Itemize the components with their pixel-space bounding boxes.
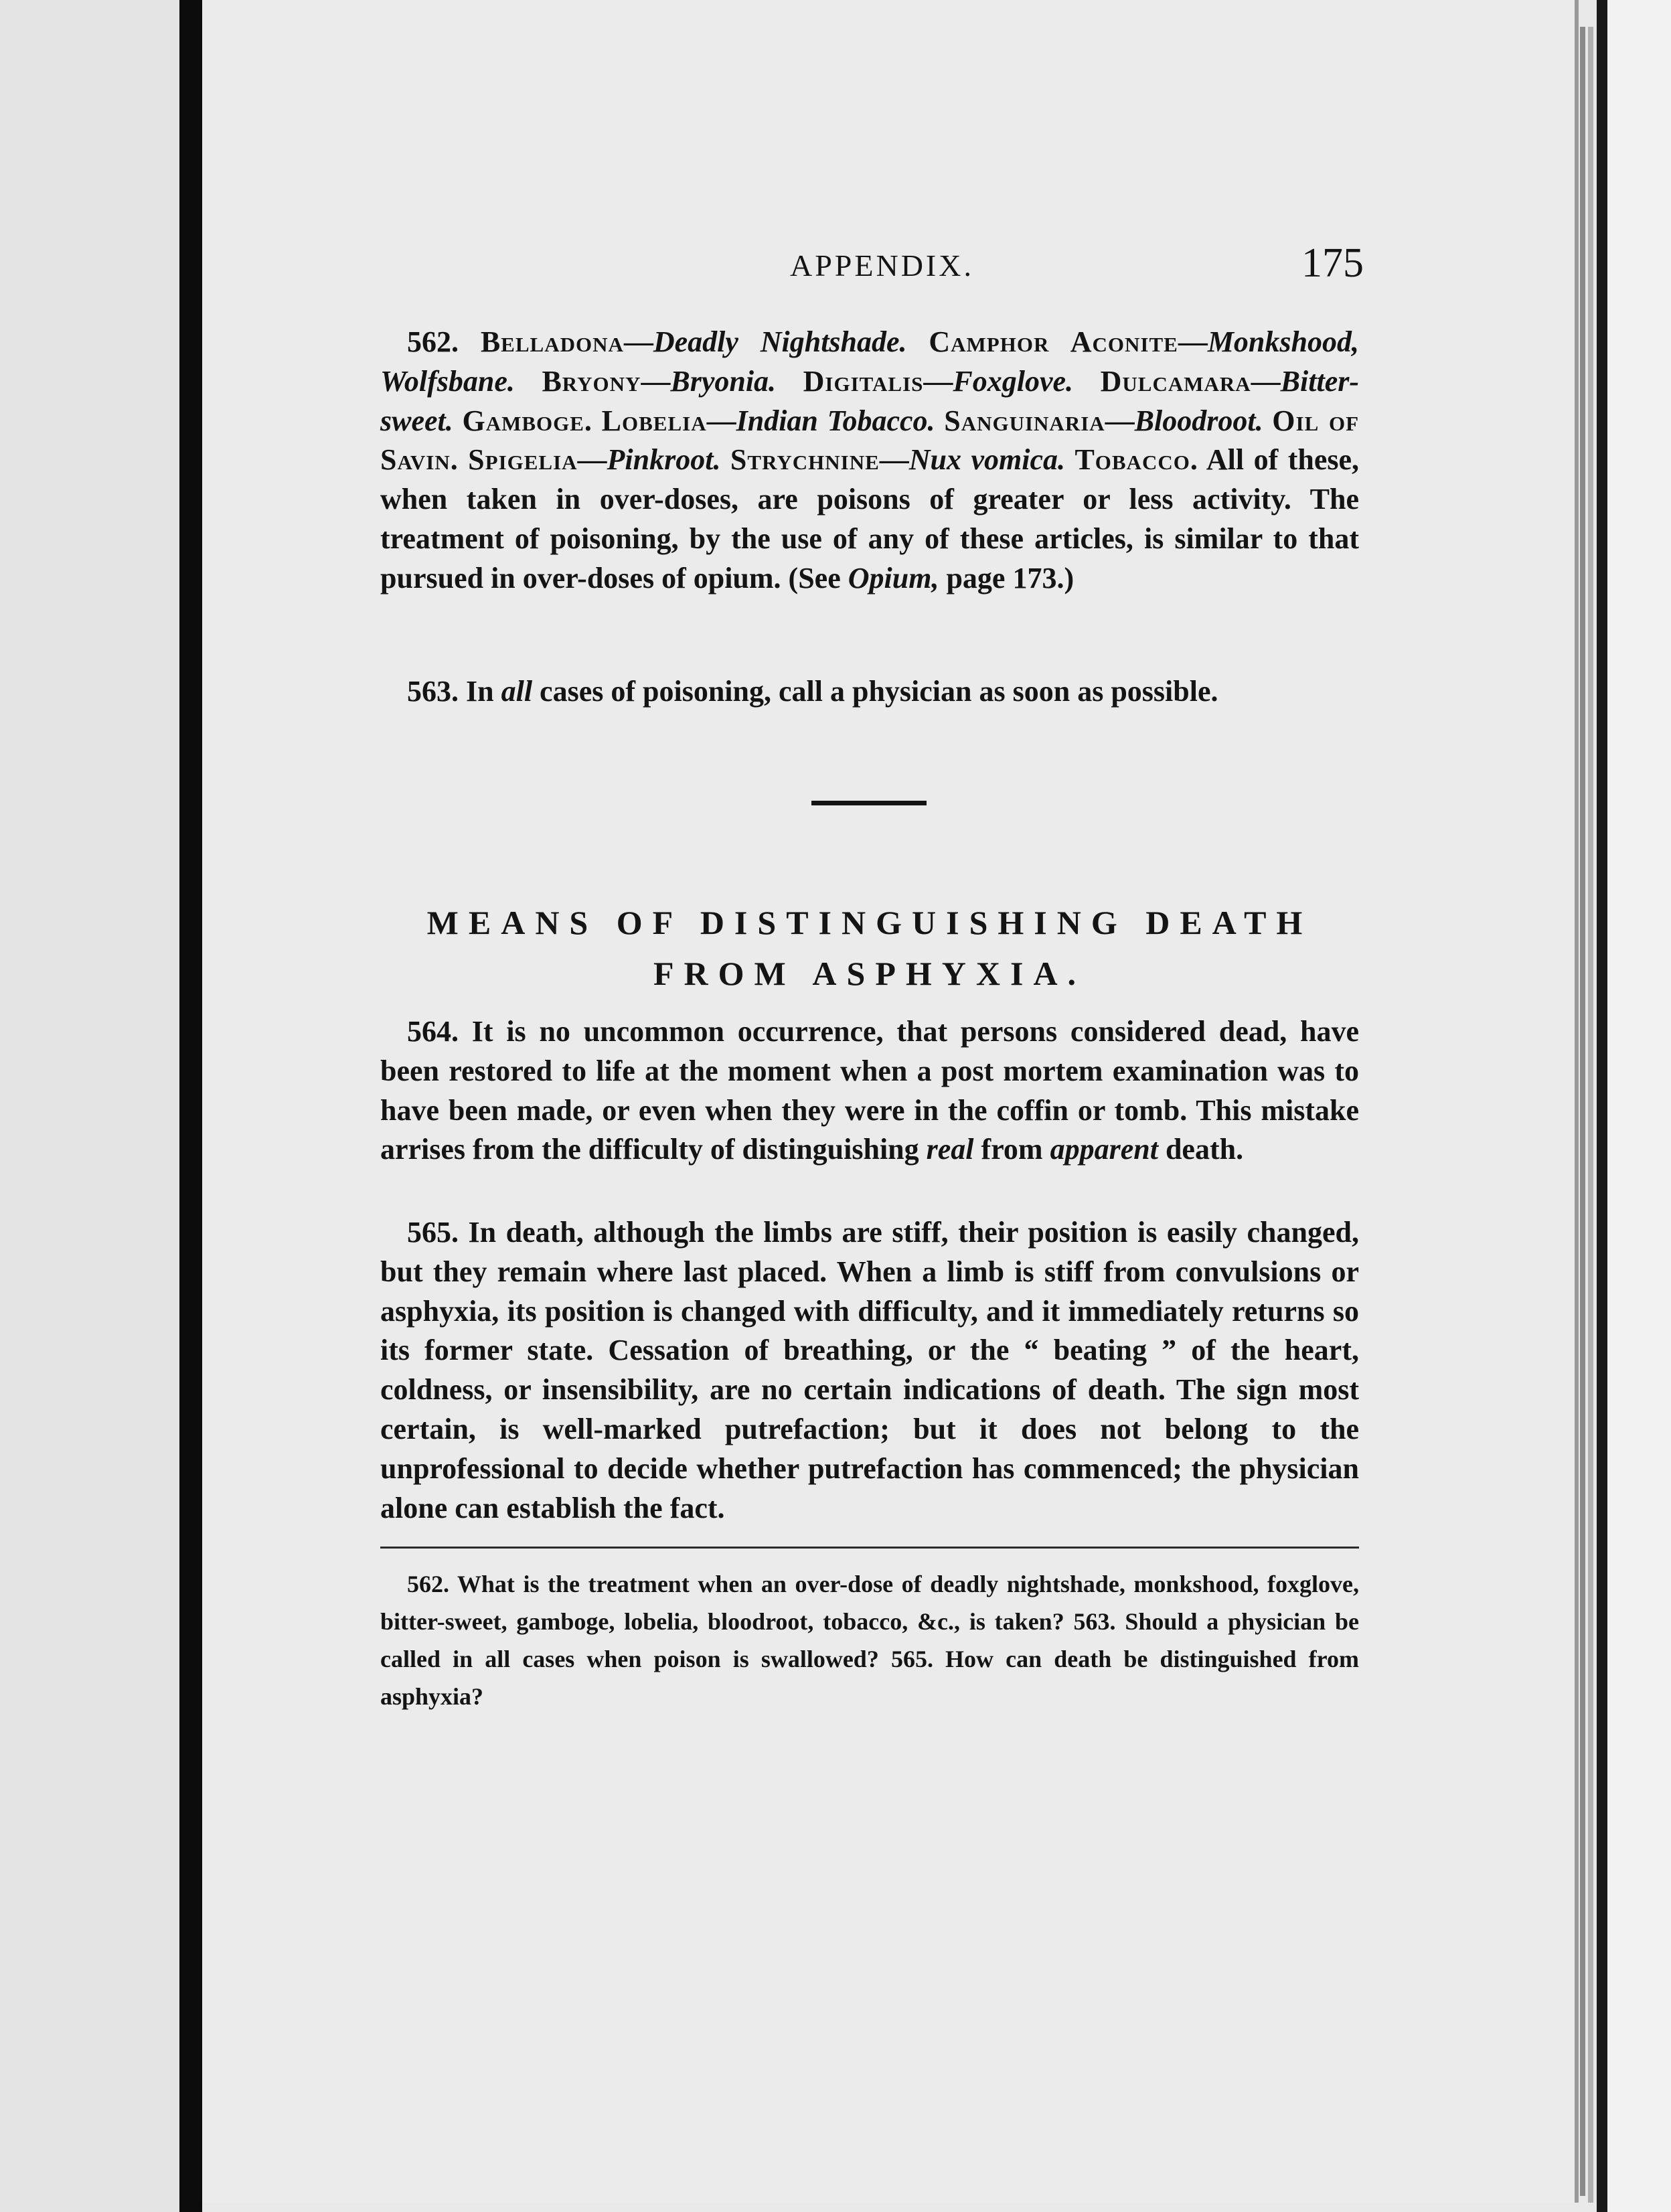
common-name: Foxglove. bbox=[953, 364, 1074, 398]
section-divider bbox=[811, 801, 927, 805]
poison-name: Gamboge. bbox=[462, 404, 592, 437]
paragraph-562: 562. Belladona—Deadly Nightshade. Camphor Aconite—Monkshood, Wolfsbane. Bryony—Bryonia. Digitalis—Foxglove. Dulcamara—Bitter-sweet. Gamboge. Lobelia—Indian Tobacco. Sanguinaria—Bloodroot. Oil of Savin. Spigelia—Pinkroot. Strychnine—Nux vomica. Tobacco. All of these, when taken in over-doses, are poisons of greater or less activity. The treatment of poisoning, by the use of any of these articles, is similar to that pursued in over-doses of opium. (See Opium, page 173.) bbox=[380, 325, 1360, 595]
poison-name: Camphor Aconite bbox=[929, 325, 1178, 358]
outer-margin bbox=[1607, 0, 1671, 2212]
review-questions bbox=[380, 1565, 1359, 1715]
common-name: Indian Tobacco. bbox=[736, 404, 935, 437]
facing-page-edge bbox=[0, 0, 179, 2212]
common-name: Bryonia. bbox=[670, 364, 777, 398]
question-text: How can death be distinguished from asphyxia? bbox=[380, 1646, 1359, 1710]
poison-name: Sanguinaria bbox=[944, 404, 1105, 437]
question-number: 562. bbox=[407, 1571, 449, 1597]
book-spine-edge bbox=[1597, 0, 1607, 2212]
question-number: 565. bbox=[890, 1646, 933, 1672]
question-number: 563. bbox=[1073, 1608, 1116, 1635]
poison-name: Strychnine bbox=[730, 443, 880, 477]
page-stack-edge bbox=[1588, 27, 1593, 2203]
common-name: Monkshood, Wolfsbane. bbox=[380, 325, 1359, 398]
section-title: MEANS OF DISTINGUISHING DEATH FROM ASPHYXIA. bbox=[426, 904, 1313, 992]
poison-name: Bryony bbox=[542, 364, 641, 398]
paragraph-text: In bbox=[466, 675, 494, 708]
common-name: Deadly Nightshade. bbox=[653, 325, 907, 358]
paragraph-564 bbox=[380, 1012, 1359, 1170]
paragraph-text: All of these, when taken in over-doses, are poisons of greater or less activity. The treatment of poisoning, by the use of any of these articles, is similar to that pursued in over-doses of opium. (See bbox=[380, 443, 1359, 595]
paragraph-number: 562. bbox=[407, 325, 459, 358]
paragraph-text: page 173.) bbox=[946, 561, 1075, 595]
common-name: Pinkroot. bbox=[607, 443, 721, 477]
running-head: APPENDIX. bbox=[790, 248, 974, 283]
paragraph-565 bbox=[380, 1213, 1359, 1528]
poison-name: Lobelia bbox=[601, 404, 707, 437]
page-number: 175 bbox=[1301, 240, 1364, 286]
gutter-shadow bbox=[179, 0, 202, 2212]
poison-name: Dulcamara bbox=[1100, 364, 1251, 398]
footnote-divider bbox=[380, 1547, 1359, 1549]
paragraph-number: 565. bbox=[407, 1216, 459, 1249]
paragraph-number: 564. bbox=[407, 1015, 459, 1048]
poison-name: Spigelia bbox=[468, 443, 578, 477]
common-name: Bitter-sweet. bbox=[380, 364, 1359, 437]
paragraph-563 bbox=[380, 672, 1359, 712]
poison-name: Digitalis bbox=[803, 364, 924, 398]
cross-reference: Opium, bbox=[848, 561, 939, 595]
poison-name: Tobacco. bbox=[1075, 443, 1198, 477]
question-text: What is the treatment when an over-dose of deadly nightshade, monkshood, foxglove, bitter-sweet, gamboge, lobelia, bloodroot, tobacco, &c., is taken? bbox=[380, 1571, 1359, 1635]
emphasis: real bbox=[926, 1133, 974, 1166]
emphasis: apparent bbox=[1050, 1133, 1158, 1166]
common-name: Nux vomica. bbox=[908, 443, 1065, 477]
paragraph-text: It is no uncommon occurrence, that persons considered dead, have been restored to life at the moment when a post mortem examination was to have been made, or even when they were in the coffin or tomb. This mistake arrises from the difficulty of distinguishing bbox=[380, 1015, 1360, 1166]
paragraph-text: death. bbox=[1165, 1133, 1244, 1166]
emphasis: all bbox=[501, 675, 533, 708]
paragraph-text: cases of poisoning, call a physician as soon as possible. bbox=[540, 675, 1218, 708]
paragraph-text: In death, although the limbs are stiff, their position is easily changed, but they remain where last placed. When a limb is stiff from convulsions or asphyxia, its position is changed with difficulty, and it immediately returns so its former state. Cessation of breathing, or the “ beating ” of the heart, coldness, or insensibility, are no certain indications of death. The sign most certain, is well-marked putrefaction; but it does not belong to the unprofessional to decide whether putrefaction has commenced; the physician alone can establish the fact. bbox=[380, 1216, 1359, 1524]
poison-name: Oil of Savin. bbox=[380, 404, 1360, 477]
question-text: Should a physician be called in all cases when poison is swallowed? bbox=[380, 1608, 1360, 1672]
poison-name: Belladona bbox=[480, 325, 624, 358]
common-name: Bloodroot. bbox=[1134, 404, 1263, 437]
paragraph-number: 563. bbox=[407, 675, 459, 708]
page-stack-edge bbox=[1580, 27, 1585, 2196]
paragraph-text: from bbox=[981, 1133, 1043, 1166]
